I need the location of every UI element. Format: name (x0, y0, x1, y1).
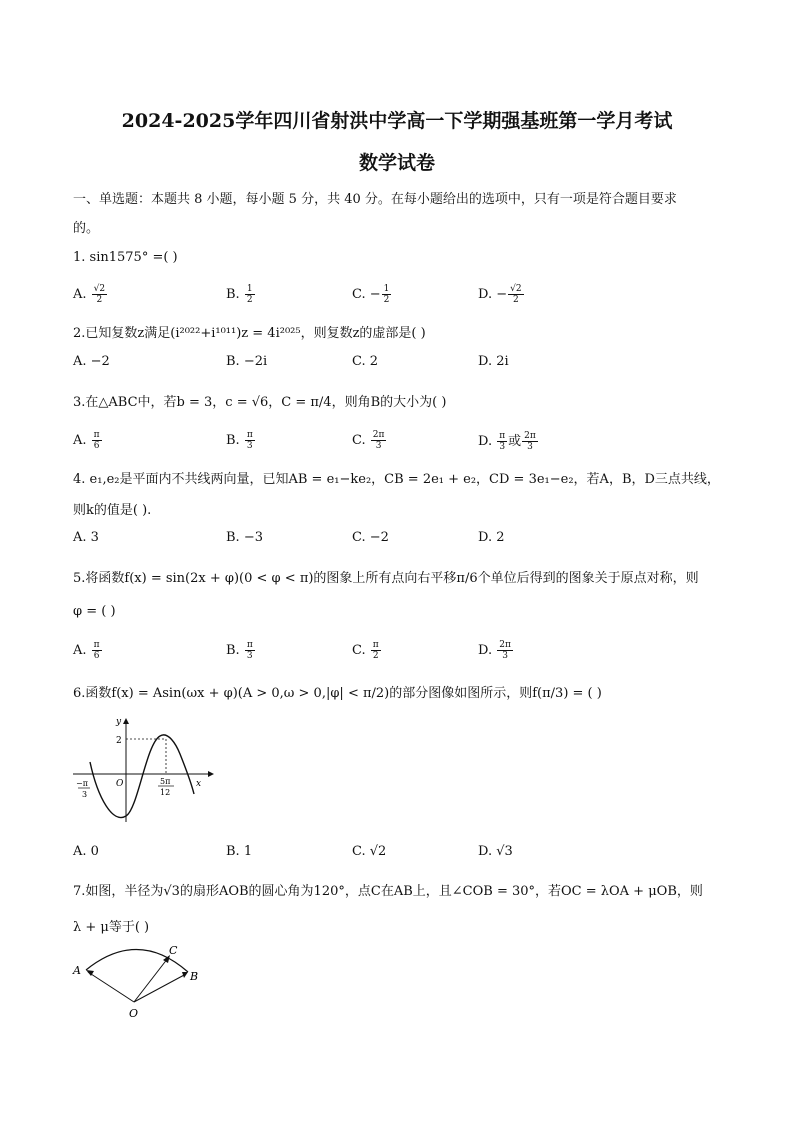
q5-option-c: C. $\frac{\pi}{2}$ (352, 640, 379, 661)
section-heading-line2: 的。 (73, 221, 100, 236)
q6-option-a: A. 0 (73, 844, 99, 859)
q6-option-b: B. 1 (226, 844, 253, 859)
q4-option-b: B. −3 (226, 530, 263, 545)
question-7-stem-line1: 7.如图，半径为√3的扇形AOB的圆心角为120°，点C在AB上，且∠COB = 30°，若OC = λOA + μOB，则 (73, 884, 703, 899)
q2-option-c: C. 2 (352, 354, 379, 369)
q6-option-c: C. √2 (352, 844, 387, 859)
point-b-label: B (190, 970, 199, 983)
point-c-label: C (169, 944, 178, 957)
q1-option-b: B. $\frac{1}{2}$ (226, 284, 253, 305)
q6-function-graph (68, 714, 218, 829)
question-4-stem-line2: 则k的值是( ). (73, 503, 152, 518)
q3-option-a: A. $\frac{\pi}{6}$ (73, 430, 100, 451)
q6-option-d: D. √3 (478, 844, 513, 859)
exam-subtitle: 数学试卷 (358, 152, 435, 174)
point-a-label: A (73, 964, 81, 977)
graph-origin-label: O (116, 779, 124, 789)
q1-option-d: D. − $\frac{√2}{2}$ (478, 284, 522, 305)
q3-option-b: B. $\frac{\pi}{3}$ (226, 430, 253, 451)
question-6-stem: 6.函数f(x) = Asin(ωx + φ)(A > 0,ω > 0,|φ| < π/2)的部分图像如图所示，则f(π/3) = ( ) (73, 686, 602, 701)
point-o-label: O (129, 1007, 139, 1020)
question-2-stem: 2.已知复数z满足(i²⁰²²+i¹⁰¹¹)z = 4i²⁰²⁵，则复数z的虚部是( ) (73, 326, 426, 341)
question-5-stem-line1: 5.将函数f(x) = sin(2x + φ)(0 < φ < π)的图象上所有点向右平移π/6个单位后得到的图象关于原点对称，则 (73, 571, 699, 586)
q2-option-b: B. −2i (226, 354, 268, 369)
graph-right-tick: 5π (160, 777, 171, 786)
q4-option-a: A. 3 (73, 530, 99, 545)
svg-text:3: 3 (82, 790, 88, 799)
graph-y-label: y (116, 717, 122, 727)
exam-title: 2024-2025学年四川省射洪中学高一下学期强基班第一学月考试 (121, 110, 673, 132)
q5-option-d: D. $\frac{2\pi}{3}$ (478, 640, 511, 661)
question-3-stem: 3.在△ABC中，若b = 3，c = √6，C = π/4，则角B的大小为( ) (73, 395, 447, 410)
question-5-stem-line2: φ = ( ) (73, 604, 116, 619)
question-7-stem-line2: λ + μ等于( ) (73, 920, 150, 935)
q3-option-d: D. $\frac{\pi}{3}$ 或 $\frac{2\pi}{3}$ (478, 431, 536, 452)
svg-text:12: 12 (160, 788, 171, 797)
question-1-stem: 1. sin1575° =( ) (73, 250, 178, 265)
q4-option-c: C. −2 (352, 530, 389, 545)
graph-peak-label: 2 (116, 736, 122, 746)
section-heading-line1: 一、单选题：本题共 8 小题，每小题 5 分，共 40 分。在每小题给出的选项中，只有一项是符合题目要求 (73, 192, 677, 207)
q2-option-a: A. −2 (73, 354, 110, 369)
graph-x-label: x (196, 779, 202, 789)
q5-option-b: B. $\frac{\pi}{3}$ (226, 640, 253, 661)
q4-option-d: D. 2 (478, 530, 505, 545)
q3-option-c: C. $\frac{2\pi}{3}$ (352, 430, 385, 451)
q2-option-d: D. 2i (478, 354, 509, 369)
q1-option-a: A. $\frac{√2}{2}$ (73, 284, 106, 305)
graph-left-tick: −π (76, 779, 88, 788)
q7-sector-figure (70, 940, 210, 1020)
q1-option-c: C. − $\frac{1}{2}$ (352, 284, 390, 305)
question-4-stem-line1: 4. e₁,e₂是平面内不共线两向量，已知AB = e₁−ke₂，CB = 2e₁ + e₂，CD = 3e₁−e₂，若A，B，D三点共线， (73, 472, 720, 487)
q5-option-a: A. $\frac{\pi}{6}$ (73, 640, 100, 661)
